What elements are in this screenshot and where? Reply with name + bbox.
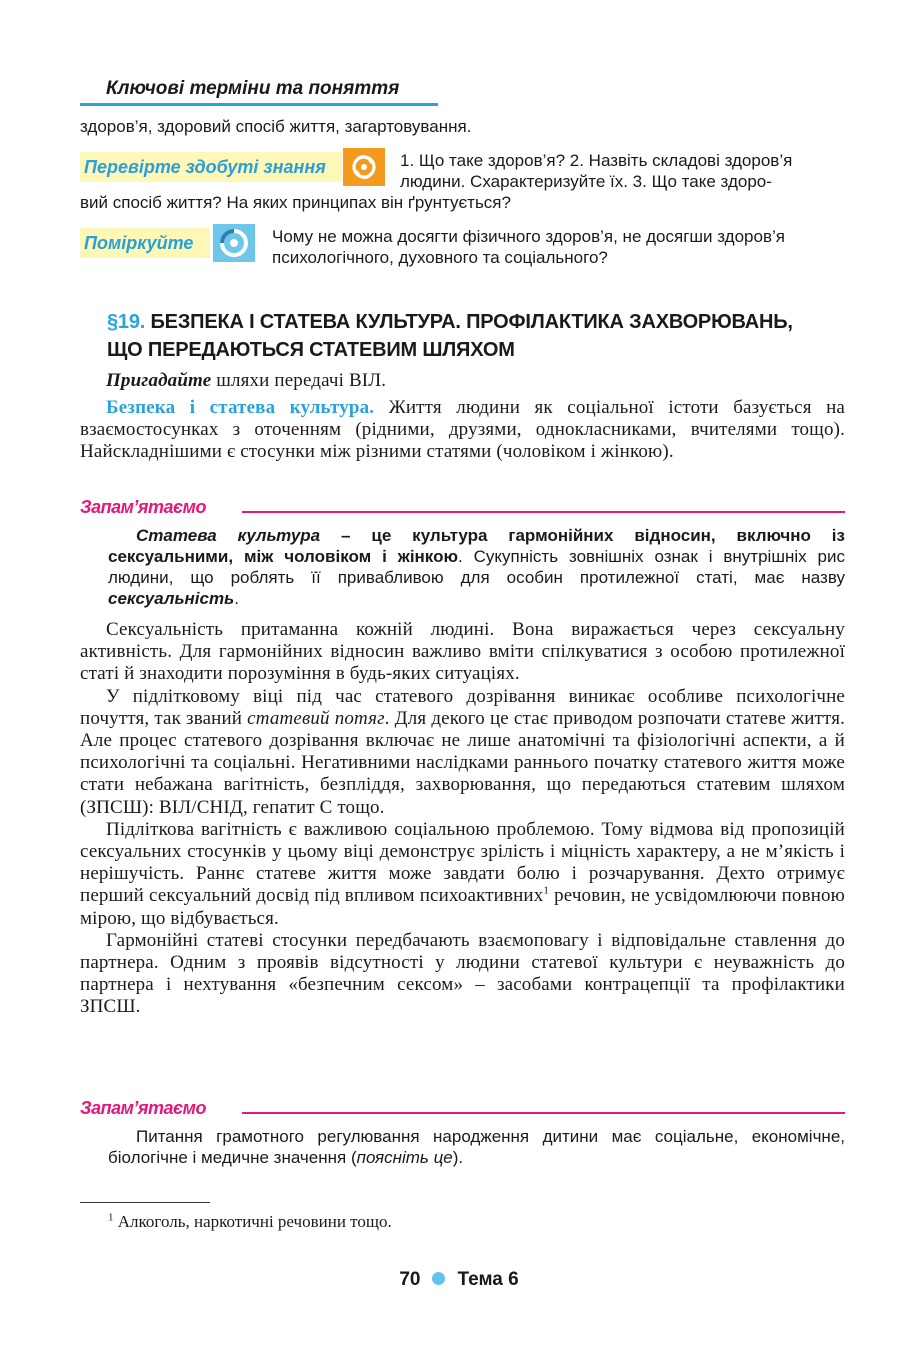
spiral-icon xyxy=(343,148,385,186)
key-terms-heading: Ключові терміни та поняття xyxy=(80,78,438,106)
body-paragraph-3: Підліткова вагітність є важливою соціальною проблемою. Тому відмова від пропозицій сексуальних стосунків у цьому віці демонструє зрілість і міцність характеру, а не м’якість і нерішучість. Раннє статеве життя може завдати болю і розчарування. Дехто отримує перший сексуальний досвід під впливом психоактивних$^1$ речовин, не усвідомлюючи повною мірою, що відбувається. xyxy=(80,818,846,929)
remember-label-2: Запам’ятаємо xyxy=(80,1098,206,1118)
definition-sexual-culture: – це культура гармонійних відносин, включно із сексуальними, між чоловіком і жінкою xyxy=(108,526,845,566)
term-sexuality: сексуальність xyxy=(108,589,235,608)
intro-lead: Безпека і статева культура. xyxy=(106,397,375,418)
explain-this: поясніть це xyxy=(356,1148,453,1167)
check-knowledge-line2: людини. Схарактеризуйте їх. 3. Що таке здоро- xyxy=(400,172,772,191)
topic-label: Тема 6 xyxy=(457,1269,519,1290)
remember1-rest: . Сукупність зовнішніх ознак і внутрішніх рис людини, що роблять її привабливою для особин протилежної статі, має назву xyxy=(108,547,845,587)
check-knowledge-label: Перевірте здобуті знання xyxy=(80,152,342,182)
body-text xyxy=(80,619,845,1019)
recall-text: шляхи передачі ВІЛ. xyxy=(211,370,387,391)
intro-paragraph xyxy=(80,397,845,464)
remember-text-1 xyxy=(108,525,845,609)
section-number: §19. xyxy=(107,311,146,333)
body-paragraph-2: У підлітковому віці під час статевого дозрівання виникає особливе психологічне почуття, так званий статевий потяг. Для декого це стає приводом розпочати статеве життя. Але процес статевого дозрівання включає не лише анатомічні та фізіологічні аспекти, а й психологічні та соціальні. Негативними наслідками раннього початку статевого життя може стати небажана вагітність, безпліддя, захворювання, що передаються статевим шляхом (ЗПСШ): ВІЛ/СНІД, гепатит С тощо. xyxy=(80,685,845,818)
body-paragraph-4: Гармонійні статеві стосунки передбачають взаємоповагу і відповідальне ставлення до партнера. Одним з проявів відсутності у людини статевої культури є неуважність до партнера і нехтування «безпечним сексом» – засобами контрацепції та профілактики ЗПСШ. xyxy=(80,929,845,1018)
section-title xyxy=(107,308,847,364)
remember1-end: . xyxy=(234,589,239,608)
footnote xyxy=(108,1212,392,1232)
body-paragraph-1: Сексуальність притаманна кожній людині. Вона виражається через сексуальну активність. Для гармонійних відносин важливо вміти спілкуватися з особою протилежної статі й знаходити порозуміння в будь-яких ситуаціях. xyxy=(80,619,845,685)
footnote-marker: 1 xyxy=(108,1211,114,1224)
footnote-divider xyxy=(80,1202,210,1203)
key-terms-text: здоров’я, здоровий спосіб життя, загартовування. xyxy=(80,117,472,136)
footnote-text: Алкоголь, наркотичні речовини тощо. xyxy=(113,1212,392,1231)
footnote-ref: 1 xyxy=(543,885,550,898)
check-knowledge-line1: 1. Що таке здоров’я? 2. Назвіть складові здоров’я xyxy=(400,151,793,170)
recall-paragraph xyxy=(80,370,845,392)
sexual-drive-term: статевий потяг xyxy=(247,707,385,729)
recall-lead: Пригадайте xyxy=(106,370,212,391)
think-line2: психологічного, духовного та соціального? xyxy=(272,248,608,267)
bullet-dot-icon xyxy=(432,1272,445,1285)
remember-divider-1 xyxy=(242,511,845,513)
section-title-line1: БЕЗПЕКА І СТАТЕВА КУЛЬТУРА. ПРОФІЛАКТИКА ЗАХВОРЮВАНЬ, xyxy=(150,311,793,333)
think-line1: Чому не можна досягти фізичного здоров’я, не досягши здоров’я xyxy=(272,227,785,246)
page-number: 70 xyxy=(399,1269,421,1290)
circle-icon xyxy=(213,224,255,262)
page-footer xyxy=(0,1269,918,1291)
remember-label-1: Запам’ятаємо xyxy=(80,497,206,517)
think-label: Поміркуйте xyxy=(80,228,210,258)
remember-header-2 xyxy=(80,1097,845,1119)
remember-divider-2 xyxy=(242,1112,845,1114)
check-knowledge-line3: вий спосіб життя? На яких принципах він ґрунтується? xyxy=(80,193,511,212)
term-sexual-culture: Статева культура xyxy=(136,526,321,545)
intro-text: Життя людини як соціальної істоти базується на взаємостосунках з оточенням (рідними, друзями, однокласниками, вчителями тощо). Найскладнішими є стосунки між різними статями (чоловіком і жінкою). xyxy=(80,397,845,463)
remember-header-1 xyxy=(80,496,845,518)
section-title-line2: ЩО ПЕРЕДАЮТЬСЯ СТАТЕВИМ ШЛЯХОМ xyxy=(107,339,515,361)
remember-text-2: Питання грамотного регулювання народження дитини має соціальне, економічне, біологічне і медичне значення (поясніть це). xyxy=(108,1127,845,1167)
